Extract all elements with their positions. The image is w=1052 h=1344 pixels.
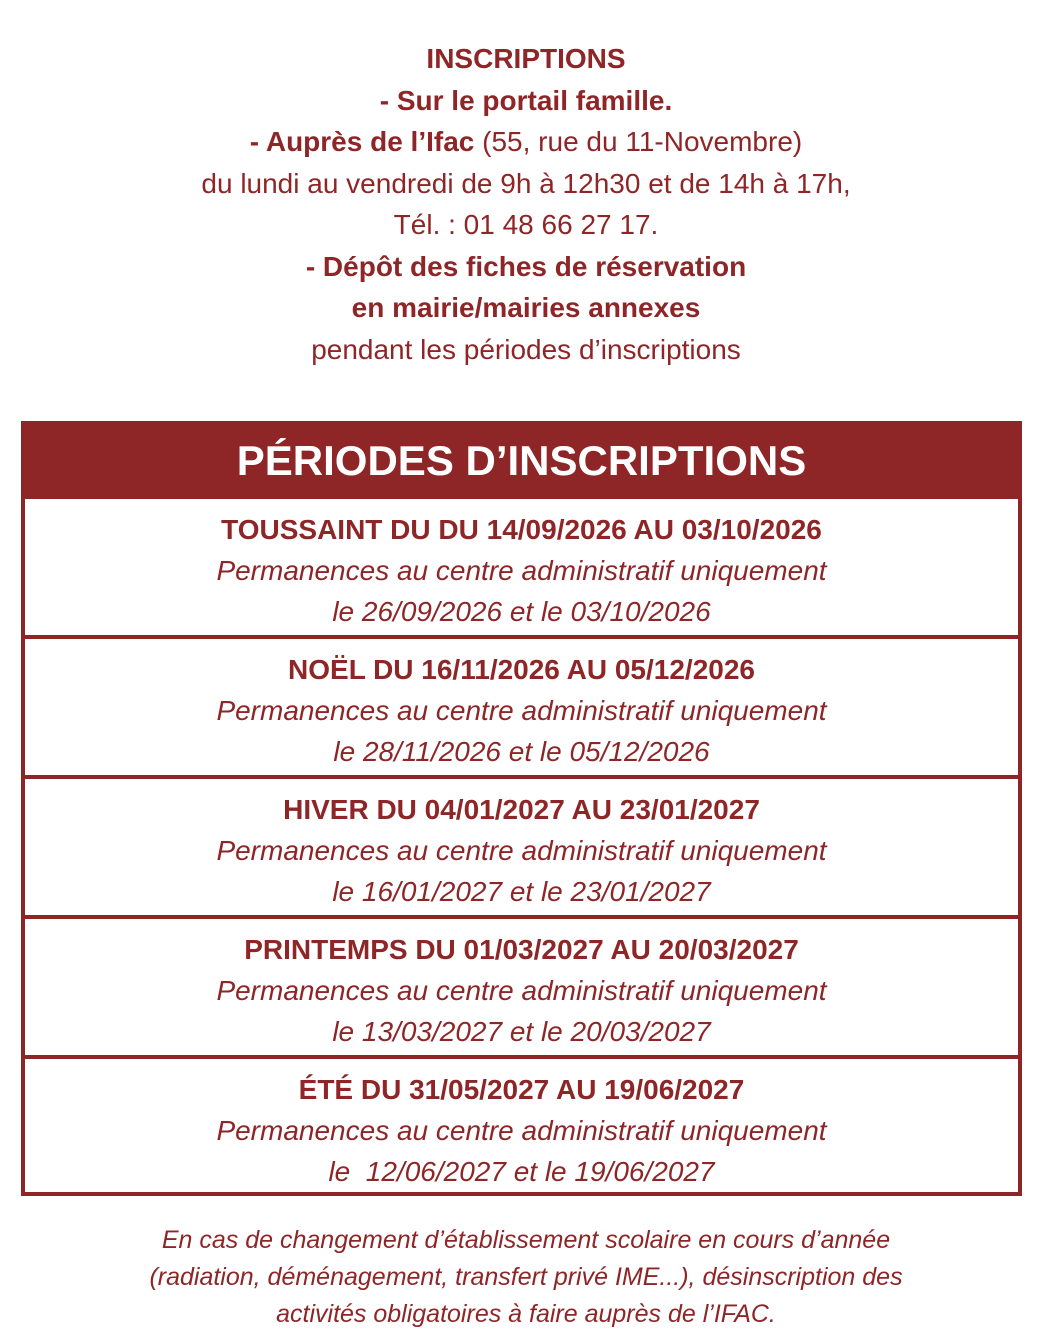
- footnote-line-3: activités obligatoires à faire auprès de l’IFAC.: [276, 1300, 776, 1328]
- phone-number: Tél. : 01 48 66 27 17.: [393, 209, 659, 240]
- period-printemps: [25, 915, 1018, 1055]
- inscriptions-info: [0, 38, 1052, 370]
- period-noel: [25, 635, 1018, 775]
- periods-table: [21, 421, 1022, 1196]
- period-hiver: [25, 775, 1018, 915]
- deposit-line-2: en mairie/mairies annexes: [351, 292, 701, 323]
- footnote: [60, 1222, 992, 1333]
- ifac-label: - Auprès de l’Ifac: [249, 126, 475, 157]
- footnote-line-1: En cas de changement d’établissement scolaire en cours d’année: [161, 1226, 891, 1254]
- period-dates: le 12/06/2027 et le 19/06/2027: [328, 1156, 715, 1187]
- period-title: ÉTÉ DU 31/05/2027 AU 19/06/2027: [298, 1074, 745, 1105]
- periods-header: PÉRIODES D’INSCRIPTIONS: [25, 425, 1018, 495]
- inscriptions-title: INSCRIPTIONS: [426, 43, 626, 74]
- deposit-line-3: pendant les périodes d’inscriptions: [311, 333, 741, 365]
- period-toussaint: [25, 495, 1018, 635]
- period-title: HIVER DU 04/01/2027 AU 23/01/2027: [283, 794, 760, 825]
- period-ete: [25, 1055, 1018, 1195]
- footnote-line-2: (radiation, déménagement, transfert privé IME...), désinscription des: [149, 1263, 903, 1291]
- period-title: PRINTEMPS DU 01/03/2027 AU 20/03/2027: [244, 934, 799, 965]
- period-title: NOËL DU 16/11/2026 AU 05/12/2026: [288, 654, 755, 685]
- period-note: Permanences au centre administratif uniquement: [216, 695, 827, 726]
- period-note: Permanences au centre administratif uniquement: [216, 1115, 827, 1146]
- opening-hours: du lundi au vendredi de 9h à 12h30 et de 14h à 17h,: [201, 167, 851, 199]
- deposit-line-1: - Dépôt des fiches de réservation: [305, 250, 747, 282]
- ifac-address: (55, rue du 11-Novembre): [474, 126, 803, 157]
- period-dates: le 28/11/2026 et le 05/12/2026: [333, 736, 710, 767]
- period-title: TOUSSAINT DU DU 14/09/2026 AU 03/10/2026: [221, 514, 822, 545]
- ifac-line: [0, 121, 1052, 163]
- portal-line: - Sur le portail famille.: [379, 84, 673, 116]
- period-note: Permanences au centre administratif uniquement: [216, 975, 827, 1006]
- period-note: Permanences au centre administratif uniquement: [216, 555, 827, 586]
- period-dates: le 16/01/2027 et le 23/01/2027: [332, 876, 711, 907]
- period-dates: le 13/03/2027 et le 20/03/2027: [332, 1016, 711, 1047]
- period-dates: le 26/09/2026 et le 03/10/2026: [332, 596, 711, 627]
- period-note: Permanences au centre administratif uniquement: [216, 835, 827, 866]
